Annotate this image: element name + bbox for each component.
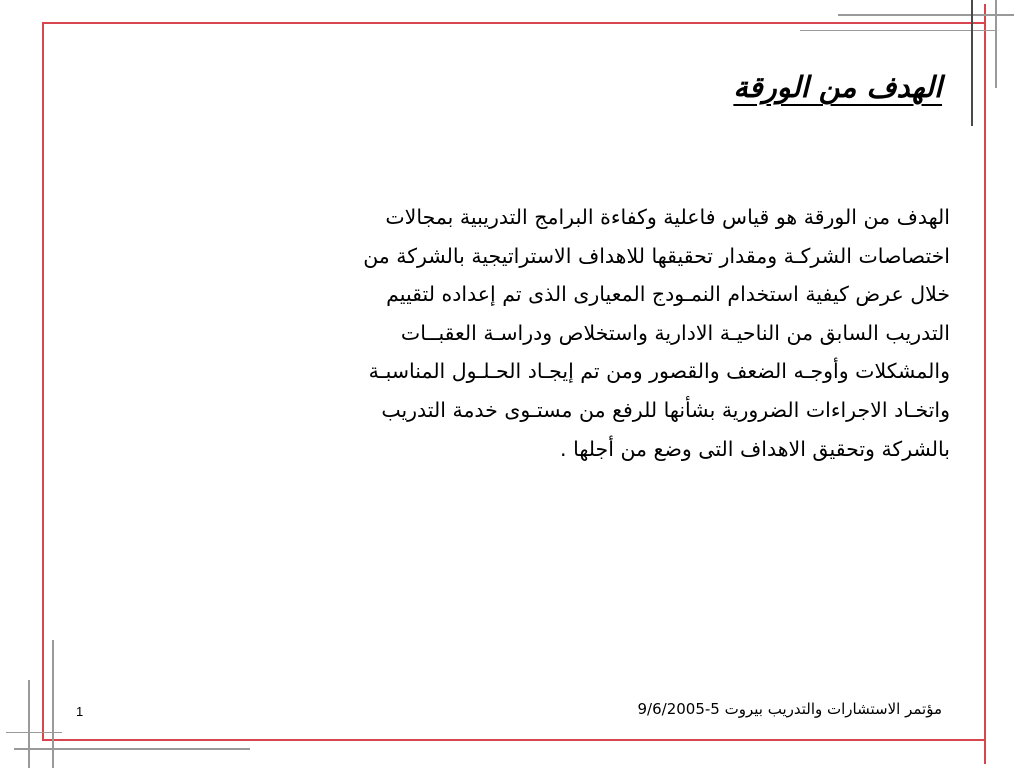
body-line: واتخـاد الاجراءات الضرورية بشأنها للرفع من مستـوى خدمة التدريب bbox=[381, 397, 950, 422]
frame-bottom-line bbox=[42, 739, 984, 741]
slide-body bbox=[160, 198, 950, 468]
frame-right-line bbox=[984, 4, 986, 764]
body-line: التدريب السابق من الناحيـة الادارية واستخلاص ودراسـة العقبــات bbox=[400, 320, 950, 345]
accent-bottom-line-1 bbox=[14, 748, 250, 750]
body-line: اختصاصات الشركـة ومقدار تحقيقها للاهداف الاستراتيجية بالشركة من bbox=[363, 243, 950, 268]
body-line: والمشكلات وأوجـه الضعف والقصور ومن تم إيجـاد الحـلـول المناسبـة bbox=[368, 359, 950, 384]
footer-text: مؤتمر الاستشارات والتدريب بيروت 5-9/6/2005 bbox=[637, 700, 942, 718]
body-line: خلال عرض كيفية استخدام النمـودج المعيارى الذى تم إعداده لتقييم bbox=[386, 282, 950, 307]
accent-top-line-2 bbox=[800, 30, 996, 31]
frame-top-line bbox=[42, 22, 984, 24]
accent-left-bar-1 bbox=[28, 680, 30, 768]
frame-left-line bbox=[42, 22, 44, 740]
accent-right-bar-1 bbox=[971, 0, 973, 126]
accent-left-bar-2 bbox=[52, 640, 54, 768]
body-line: الهدف من الورقة هو قياس فاعلية وكفاءة البرامج التدريبية بمجالات bbox=[385, 205, 950, 229]
accent-top-line-1 bbox=[838, 14, 1014, 16]
slide-title: الهدف من الورقة bbox=[733, 70, 942, 104]
accent-right-bar-2 bbox=[995, 0, 997, 88]
body-line: بالشركة وتحقيق الاهداف التى وضع من أجلها . bbox=[560, 436, 950, 461]
page-number: 1 bbox=[76, 704, 84, 719]
